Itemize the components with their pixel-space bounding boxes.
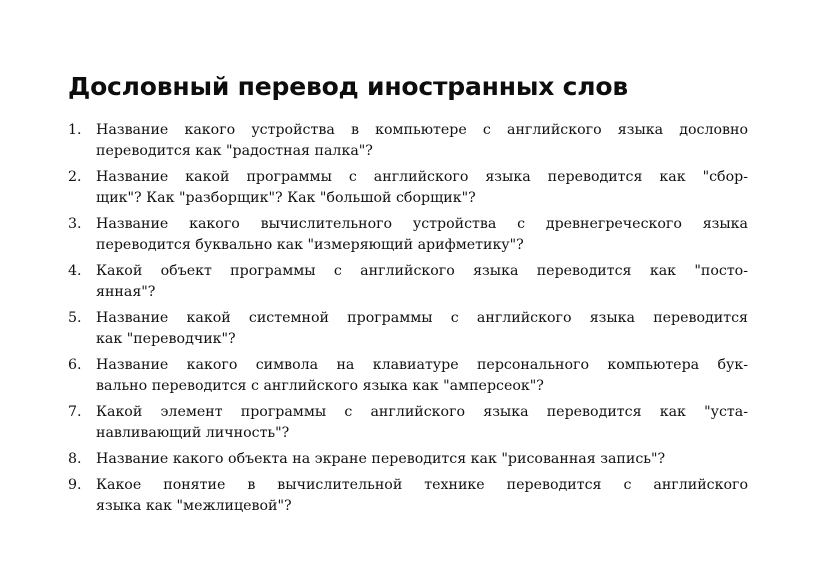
question-text-line-1: Название какого вычислительного устройства с древнегреческого языка [96, 216, 748, 232]
question-number: 3. [68, 216, 82, 232]
question-item-7 [68, 402, 748, 444]
section-heading: Дословный перевод иностранных слов [68, 72, 628, 101]
question-text-line-2: навливающий личность"? [96, 425, 290, 441]
question-item-2 [68, 167, 748, 209]
question-text-line-2: щик"? Как "разборщик"? Как "большой сборщик"? [96, 190, 476, 206]
question-number: 7. [68, 404, 82, 420]
question-number: 4. [68, 263, 82, 279]
question-text-line-1: Какой элемент программы с английского языка переводится как "уста- [96, 404, 748, 420]
question-text-line-2: вально переводится с английского языка как "амперсеок"? [96, 378, 544, 394]
question-text-line-1: Название какой системной программы с английского языка переводится [96, 310, 748, 326]
question-number: 9. [68, 477, 82, 493]
question-item-1 [68, 120, 748, 162]
question-number: 2. [68, 169, 82, 185]
question-item-3 [68, 214, 748, 256]
question-number: 1. [68, 122, 82, 138]
question-text-line-1: Название какого символа на клавиатуре персонального компьютера бук- [96, 357, 748, 373]
question-item-5 [68, 308, 748, 350]
question-text-line-1: Какой объект программы с английского языка переводится как "посто- [96, 263, 748, 279]
question-text-line-1: Название какой программы с английского языка переводится как "сбор- [96, 169, 748, 185]
question-text-line-1: Название какого устройства в компьютере с английского языка дословно [96, 122, 748, 138]
question-number: 6. [68, 357, 82, 373]
question-number: 8. [68, 451, 82, 467]
question-text-line-2: переводится как "радостная палка"? [96, 143, 373, 159]
question-text-line-2: переводится буквально как "измеряющий арифметику"? [96, 237, 524, 253]
question-text-line-2: как "переводчик"? [96, 331, 236, 347]
question-number: 5. [68, 310, 82, 326]
question-item-6 [68, 355, 748, 397]
question-item-4 [68, 261, 748, 303]
question-list [68, 120, 748, 517]
question-item-9 [68, 475, 748, 517]
question-text-line-2: янная"? [96, 284, 156, 300]
question-text-line-1: Название какого объекта на экране переводится как "рисованная запись"? [96, 451, 666, 467]
question-text-line-1: Какое понятие в вычислительной технике переводится с английского [96, 477, 748, 493]
question-text-line-2: языка как "межлицевой"? [96, 498, 292, 514]
question-item-8 [68, 449, 748, 470]
